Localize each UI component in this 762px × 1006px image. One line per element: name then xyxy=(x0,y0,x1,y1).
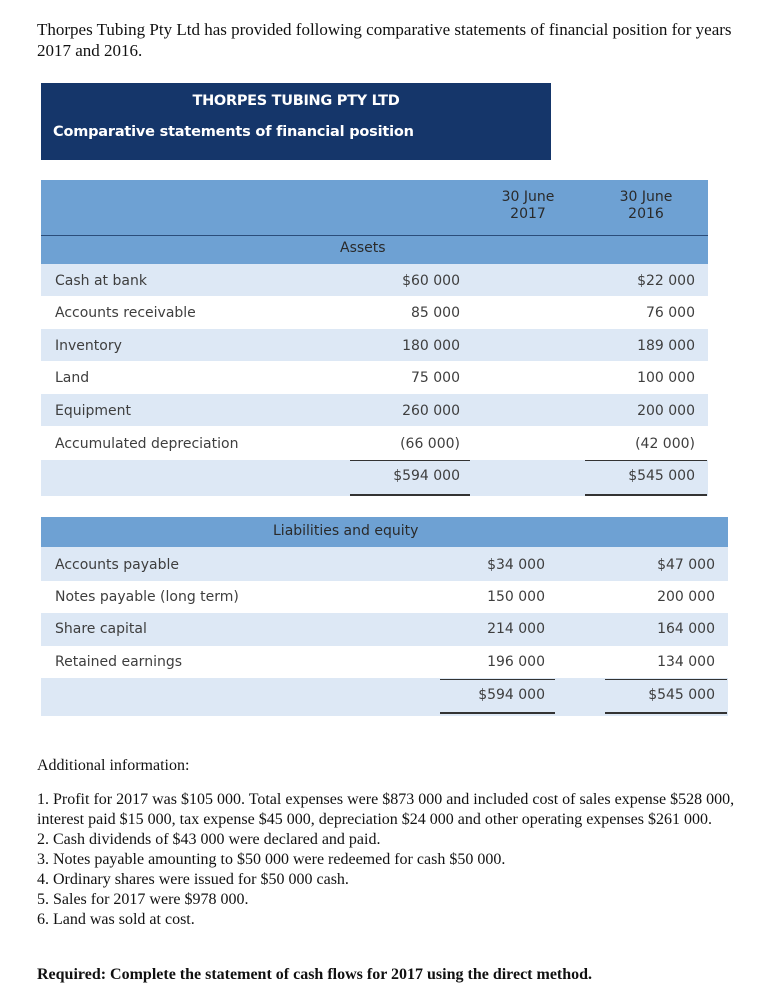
value-2017: 85 000 xyxy=(411,305,460,321)
company-name: THORPES TUBING PTY LTD xyxy=(192,93,400,109)
assets-section-label: Assets xyxy=(340,240,386,256)
col-header-2017: 30 June 2017 xyxy=(501,189,555,222)
value-2016: 200 000 xyxy=(637,403,695,419)
assets-total-2017: $594 000 xyxy=(393,468,460,484)
value-2017: 180 000 xyxy=(402,338,460,354)
info-item-2: 2. Cash dividends of $43 000 were declared and paid. xyxy=(37,831,381,848)
value-2016: 100 000 xyxy=(637,370,695,386)
row-label: Equipment xyxy=(55,403,131,419)
liabilities-total-2016: $545 000 xyxy=(648,687,715,703)
row-label: Accounts receivable xyxy=(55,305,196,321)
value-2017: 196 000 xyxy=(487,654,545,670)
required-instruction: Required: Complete the statement of cash flows for 2017 using the direct method. xyxy=(37,966,593,983)
row-label: Accumulated depreciation xyxy=(55,436,239,452)
liabilities-total-2017: $594 000 xyxy=(478,687,545,703)
value-2016: 164 000 xyxy=(657,621,715,637)
value-2016: 134 000 xyxy=(657,654,715,670)
value-2016: $22 000 xyxy=(637,273,695,289)
value-2017: $34 000 xyxy=(487,557,545,573)
value-2016: (42 000) xyxy=(635,436,695,452)
intro-text: Thorpes Tubing Pty Ltd has provided following comparative statements of financial position for years 2017 and 2016. xyxy=(37,20,732,60)
row-label: Accounts payable xyxy=(55,557,179,573)
value-2016: 189 000 xyxy=(637,338,695,354)
info-item-3: 3. Notes payable amounting to $50 000 were redeemed for cash $50 000. xyxy=(37,851,506,868)
value-2017: (66 000) xyxy=(400,436,460,452)
info-item-5: 5. Sales for 2017 were $978 000. xyxy=(37,891,249,908)
row-label: Retained earnings xyxy=(55,654,183,670)
info-item-1: 1. Profit for 2017 was $105 000. Total expenses were $873 000 and included cost of sales expense $528 000, interest paid $15 000, tax expense $45 000, depreciation $24 000 and other operating expenses $261 000. xyxy=(37,791,735,828)
statement-title-box xyxy=(41,83,551,160)
row-label: Inventory xyxy=(55,338,122,354)
value-2017: 260 000 xyxy=(402,403,460,419)
value-2017: 214 000 xyxy=(487,621,545,637)
row-label: Notes payable (long term) xyxy=(55,589,239,605)
value-2016: $47 000 xyxy=(657,557,715,573)
additional-information xyxy=(37,756,737,930)
row-label: Share capital xyxy=(55,621,147,637)
liabilities-section-label: Liabilities and equity xyxy=(273,523,419,539)
info-item-6: 6. Land was sold at cost. xyxy=(37,911,195,928)
row-label: Cash at bank xyxy=(55,273,147,289)
row-label: Land xyxy=(55,370,90,386)
value-2016: 76 000 xyxy=(646,305,695,321)
statement-subtitle: Comparative statements of financial position xyxy=(53,124,414,140)
value-2017: 75 000 xyxy=(411,370,460,386)
additional-heading: Additional information: xyxy=(37,757,190,774)
info-item-4: 4. Ordinary shares were issued for $50 000 cash. xyxy=(37,871,349,888)
assets-total-2016: $545 000 xyxy=(628,468,695,484)
col-header-2016: 30 June 2016 xyxy=(619,189,673,222)
value-2016: 200 000 xyxy=(657,589,715,605)
value-2017: $60 000 xyxy=(402,273,460,289)
value-2017: 150 000 xyxy=(487,589,545,605)
